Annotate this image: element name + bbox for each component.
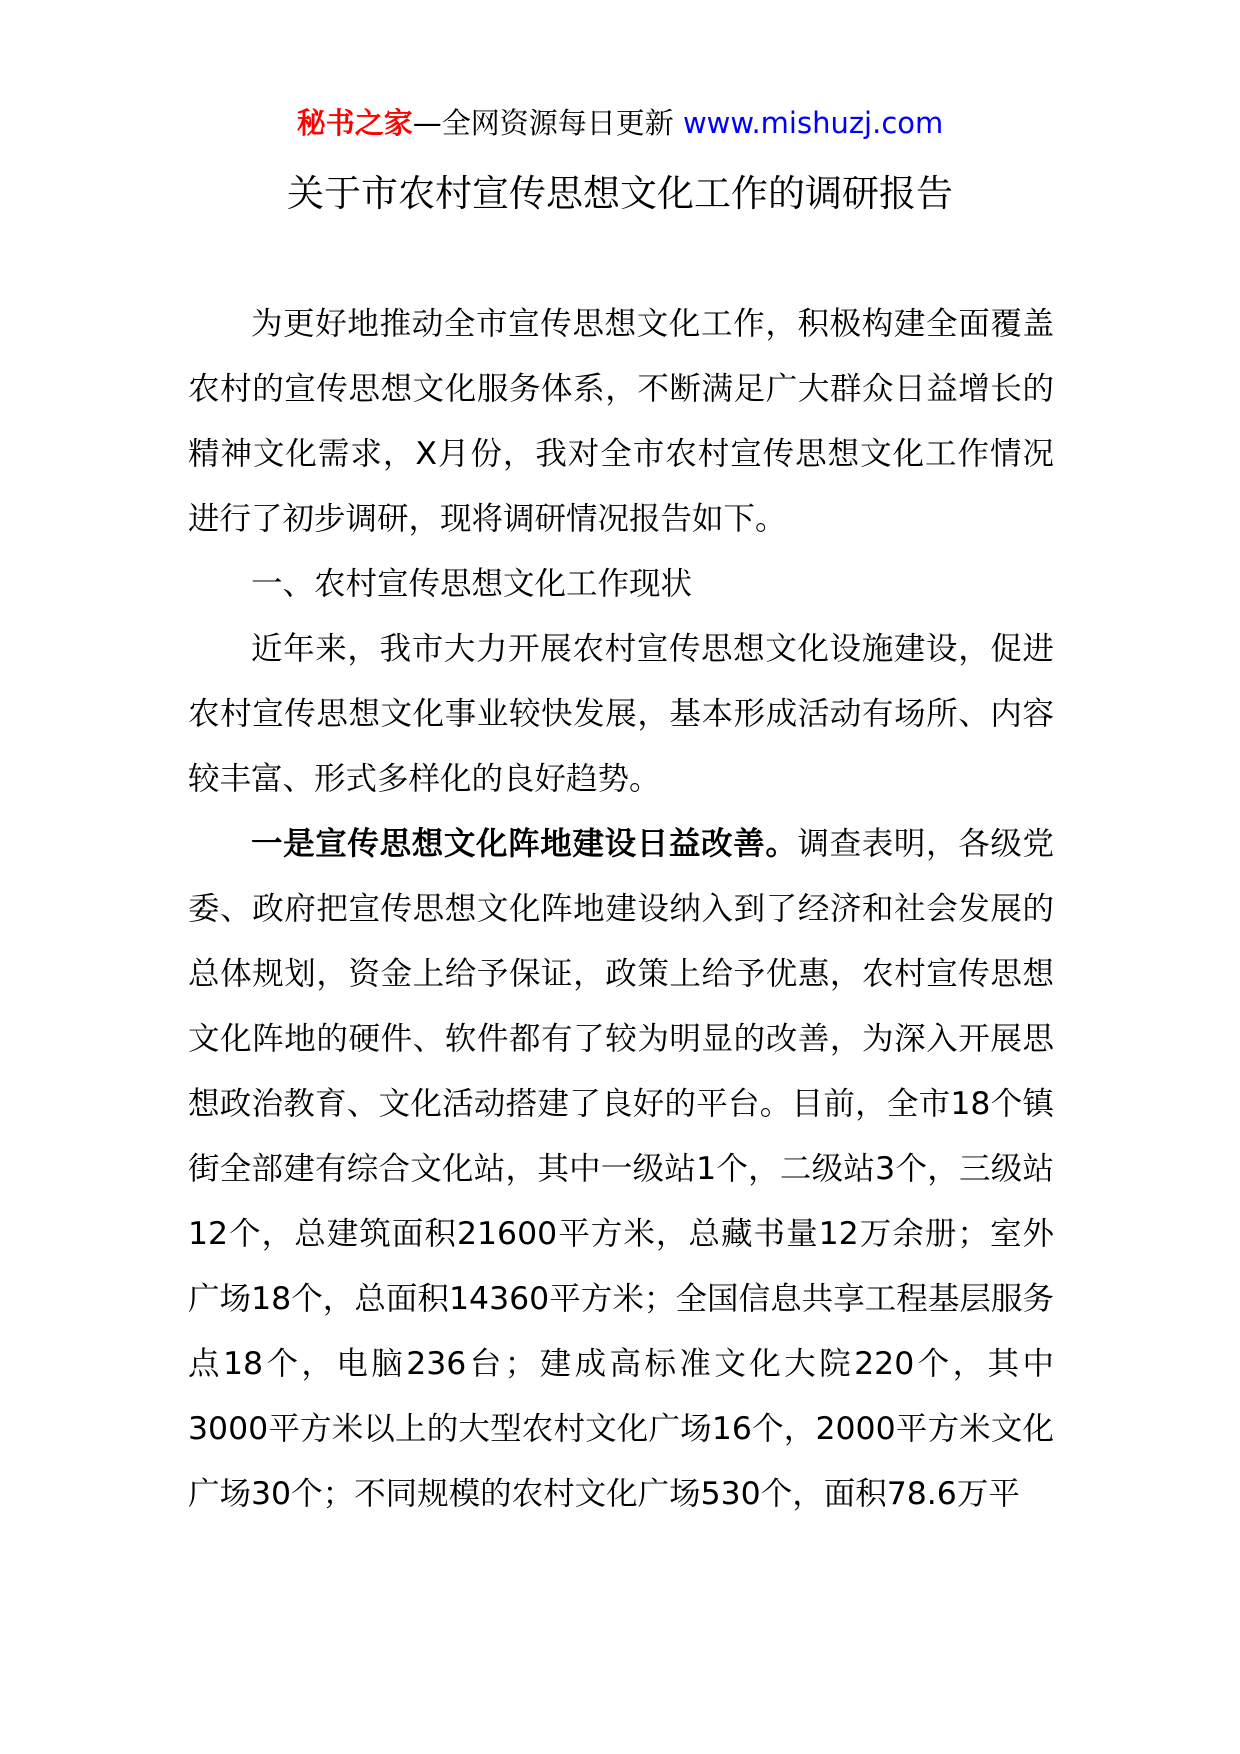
document-title: 关于市农村宣传思想文化工作的调研报告: [287, 172, 953, 215]
brand-name: 秘书之家: [296, 106, 413, 140]
intro-paragraph: [188, 292, 1054, 552]
header-tagline: —全网资源每日更新: [412, 106, 674, 140]
section-heading-text: 一、农村宣传思想文化工作现状: [251, 566, 693, 602]
paragraph-text: 近年来，我市大力开展农村宣传思想文化设施建设，促进农村宣传思想文化事业较快发展，基本形成活动有场所、内容较丰富、形式多样化的良好趋势。: [188, 631, 1054, 797]
document-body: [188, 292, 1054, 1527]
site-url-link[interactable]: www.mishuzj.com: [682, 106, 944, 140]
point-paragraph: [188, 812, 1054, 1527]
section-heading: [188, 552, 1054, 617]
paragraph-text: 调查表明，各级党委、政府把宣传思想文化阵地建设纳入到了经济和社会发展的总体规划，资金上给予保证，政策上给予优惠，农村宣传思想文化阵地的硬件、软件都有了较为明显的改善，为深入开展思想政治教育、文化活动搭建了良好的平台。目前，全市18个镇街全部建有综合文化站，其中一级站1个，二级站3个，三级站12个，总建筑面积21600平方米，总藏书量12万余册；室外广场18个，总面积14360平方米；全国信息共享工程基层服务点18个，电脑236台；建成高标准文化大院220个，其中3000平方米以上的大型农村文化广场16个，2000平方米文化广场30个；不同规模的农村文化广场530个，面积78.6万平: [188, 826, 1054, 1512]
point-lead: 一是宣传思想文化阵地建设日益改善。: [251, 826, 798, 862]
section-paragraph: [188, 617, 1054, 812]
paragraph-text: 为更好地推动全市宣传思想文化工作，积极构建全面覆盖农村的宣传思想文化服务体系，不断满足广大群众日益增长的精神文化需求，X月份，我对全市农村宣传思想文化工作情况进行了初步调研，现将调研情况报告如下。: [188, 306, 1054, 537]
site-header: [0, 103, 1240, 143]
